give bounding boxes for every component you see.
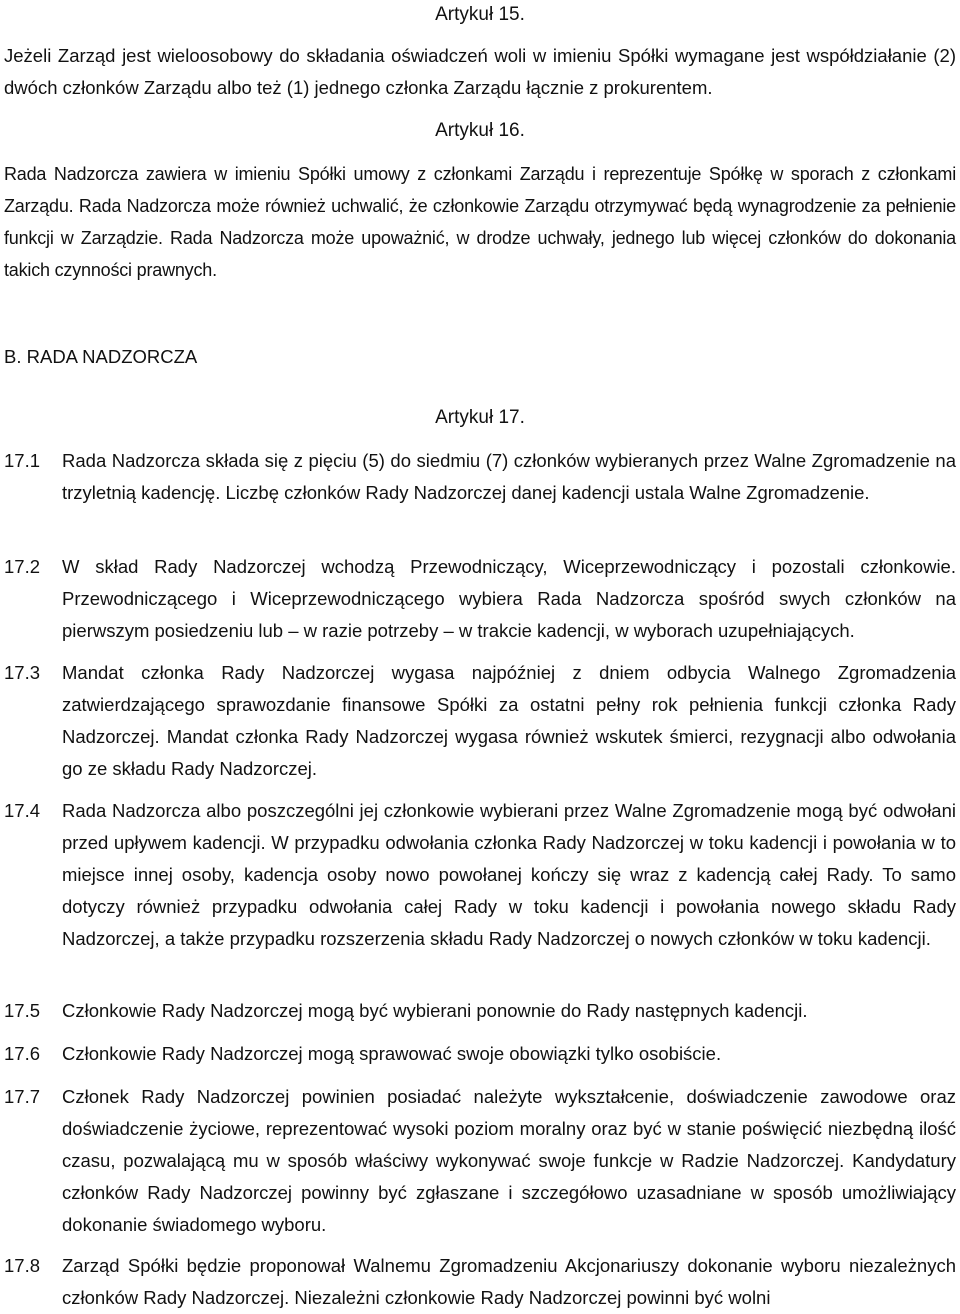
item-number: 17.2 <box>4 556 41 577</box>
item-number: 17.5 <box>4 1000 41 1021</box>
item-text: Rada Nadzorcza albo poszczególni jej członkowie wybierani przez Walne Zgromadzenie mogą być odwołani przed upływem kadencji. W przypadku odwołania członka Rady Nadzorczej w toku kadencji i powołania w to miejsce innej osoby, kadencja osoby nowo powołanej kończy się wraz z kadencją całej Rady. To samo dotyczy również przypadku odwołania całej Rady w toku kadencji i powołania nowego składu Rady Nadzorczej, a także przypadku rozszerzenia składu Rady Nadzorczej o nowych członków w toku kadencji. <box>62 800 956 949</box>
item-text: Członkowie Rady Nadzorczej mogą sprawować swoje obowiązki tylko osobiście. <box>62 1043 722 1064</box>
item-text: Zarząd Spółki będzie proponował Walnemu Zgromadzeniu Akcjonariuszy dokonanie wyboru niezależnych członków Rady Nadzorczej. Niezależni członkowie Rady Nadzorczej powinni być wolni <box>62 1255 956 1308</box>
article-17-heading: Artykuł 17. <box>435 407 525 428</box>
item-number: 17.1 <box>4 450 41 471</box>
article-15-heading: Artykuł 15. <box>435 4 525 25</box>
article-16-text: Rada Nadzorcza zawiera w imieniu Spółki umowy z członkami Zarządu i reprezentuje Spółkę w sporach z członkami Zarządu. Rada Nadzorcza może również uchwalić, że członkowie Zarządu otrzymywać będą wynagrodzenie za pełnienie funkcji w Zarządzie. Rada Nadzorcza może upoważnić, w drodze uchwały, jednego lub więcej członków do dokonania takich czynności prawnych. <box>4 164 956 280</box>
item-text: W skład Rady Nadzorczej wchodzą Przewodniczący, Wiceprzewodniczący i pozostali członkowie. Przewodniczącego i Wiceprzewodniczącego wybiera Rada Nadzorcza spośród swych członków na pierwszym posiedzeniu lub – w razie potrzeby – w trakcie kadencji, w wyborach uzupełniających. <box>62 556 956 641</box>
item-text: Mandat członka Rady Nadzorczej wygasa najpóźniej z dniem odbycia Walnego Zgromadzenia zatwierdzającego sprawozdanie finansowe Spółki za ostatni pełny rok pełnienia funkcji członka Rady Nadzorczej. Mandat członka Rady Nadzorczej wygasa również wskutek śmierci, rezygnacji albo odwołania go ze składu Rady Nadzorczej. <box>62 662 956 779</box>
item-number: 17.3 <box>4 662 41 683</box>
item-number: 17.4 <box>4 800 41 821</box>
item-number: 17.8 <box>4 1255 41 1276</box>
article-15-text: Jeżeli Zarząd jest wieloosobowy do składania oświadczeń woli w imieniu Spółki wymagane jest współdziałanie (2) dwóch członków Zarządu albo też (1) jednego członka Zarządu łącznie z prokurentem. <box>4 45 956 98</box>
article-16-heading: Artykuł 16. <box>435 120 525 141</box>
item-number: 17.7 <box>4 1086 41 1107</box>
item-text: Członkowie Rady Nadzorczej mogą być wybierani ponownie do Rady następnych kadencji. <box>62 1000 808 1021</box>
item-text: Członek Rady Nadzorczej powinien posiadać należyte wykształcenie, doświadczenie zawodowe oraz doświadczenie życiowe, reprezentować wysoki poziom moralny oraz być w stanie poświęcić niezbędną ilość czasu, pozwalającą mu w sposób właściwy wykonywać swoje funkcje w Radzie Nadzorczej. Kandydatury członków Rady Nadzorczej powinny być zgłaszane i szczegółowo uzasadniane w sposób umożliwiający dokonanie świadomego wyboru. <box>62 1086 956 1235</box>
section-b-heading: B. RADA NADZORCZA <box>4 346 198 367</box>
item-text: Rada Nadzorcza składa się z pięciu (5) do siedmiu (7) członków wybieranych przez Walne Zgromadzenie na trzyletnią kadencję. Liczbę członków Rady Nadzorczej danej kadencji ustala Walne Zgromadzenie. <box>62 450 956 503</box>
item-number: 17.6 <box>4 1043 41 1064</box>
